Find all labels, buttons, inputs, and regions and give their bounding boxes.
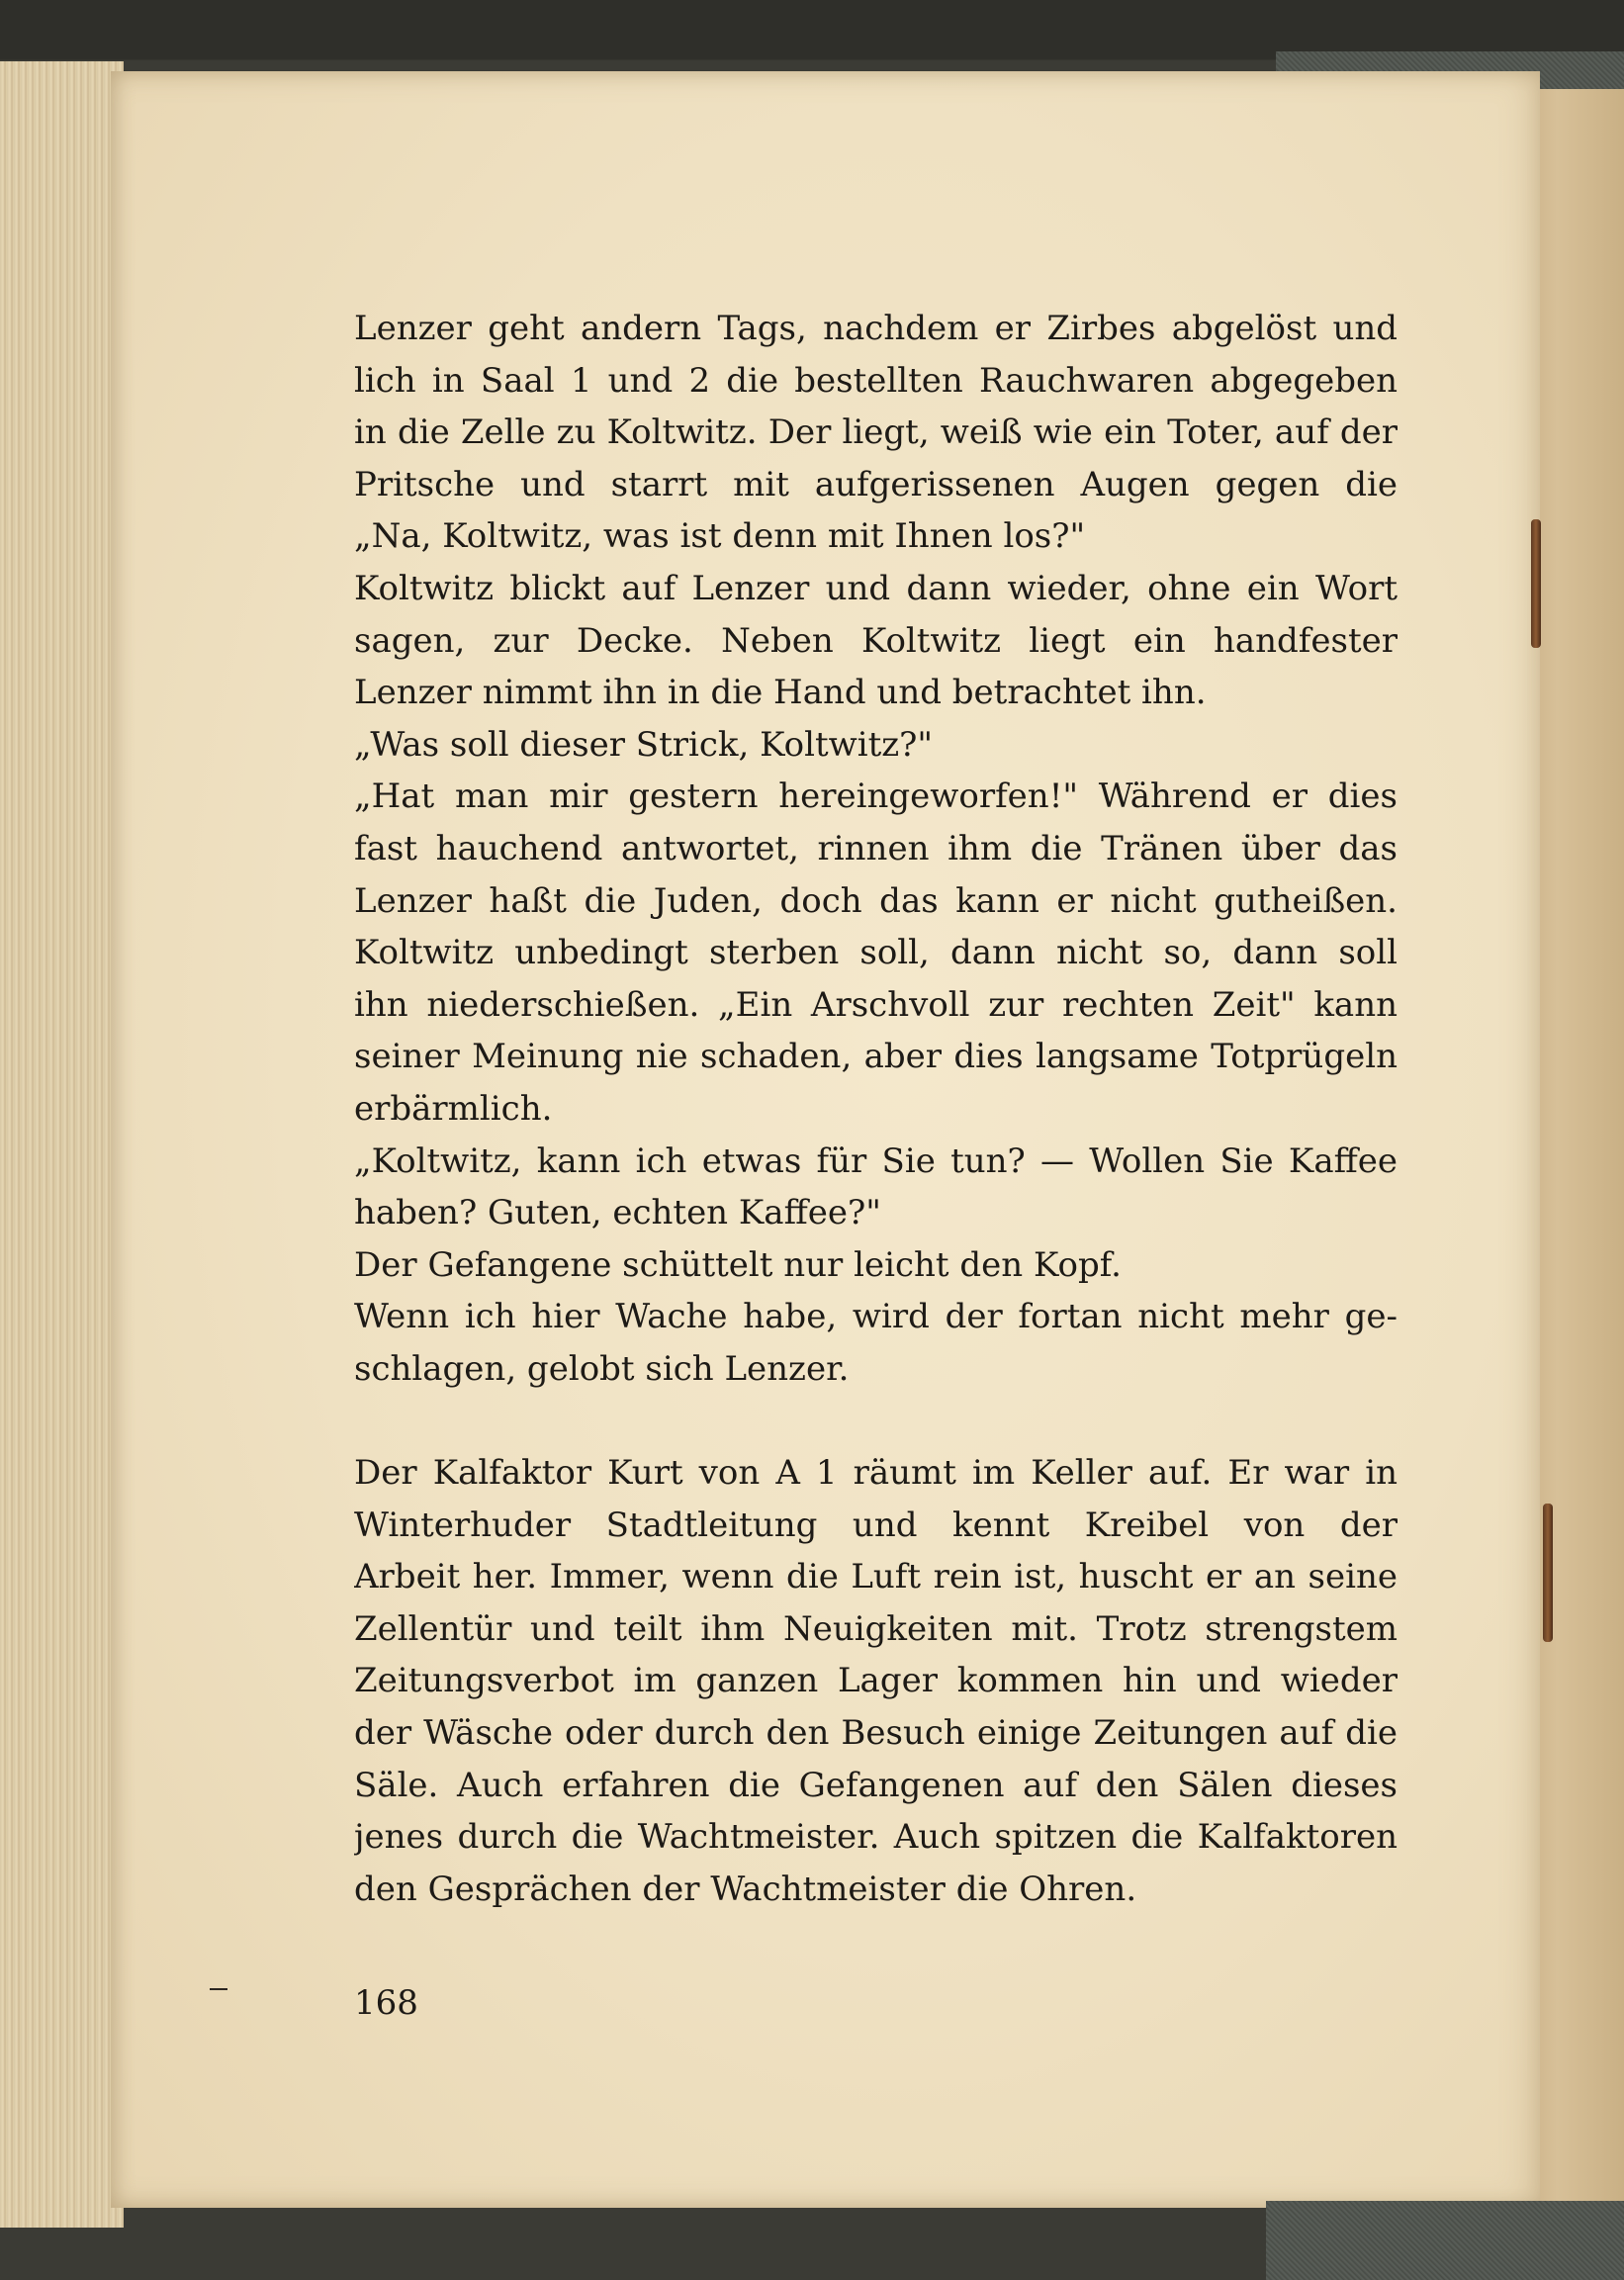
text-line: haben? Guten, echten Kaffee?": [354, 1193, 881, 1233]
text-line: erbärmlich.: [354, 1088, 553, 1129]
page-number: 168: [354, 1983, 418, 2023]
binding-clip-bottom: [1543, 1504, 1553, 1642]
text-line: Koltwitz blickt auf Lenzer und dann wieder, ohne ein Wort: [354, 568, 1398, 608]
binding-clip-top: [1531, 519, 1541, 648]
text-line: Säle. Auch erfahren die Gefangenen auf den Sälen dieses: [354, 1765, 1398, 1805]
book-cover-edge: [1528, 89, 1624, 2216]
text-line: „Was soll dieser Strick, Koltwitz?": [354, 724, 934, 765]
page-edges: [0, 61, 124, 2228]
text-line: schlagen, gelobt sich Lenzer.: [354, 1348, 850, 1389]
text-line: Der Kalfaktor Kurt von A 1 räumt im Keller auf. Er war in: [354, 1453, 1398, 1494]
paragraph-gap: [354, 1395, 1398, 1447]
text-line: Winterhuder Stadtleitung und kennt Kreibel von der: [354, 1505, 1398, 1545]
text-line: Koltwitz unbedingt sterben soll, dann nicht so, dann soll: [354, 933, 1398, 973]
text-line: Lenzer haßt die Juden, doch das kann er nicht gutheißen.: [354, 880, 1398, 921]
binding-cloth-bottom: [1266, 2201, 1624, 2280]
text-line: fast hauchend antwortet, rinnen ihm die Tränen über das: [354, 828, 1398, 868]
text-line: Arbeit her. Immer, wenn die Luft rein ist, huscht er an seine: [354, 1557, 1398, 1597]
text-line: lich in Saal 1 und 2 die bestellten Rauchwaren abgegeben: [354, 360, 1398, 401]
text-line: den Gesprächen der Wachtmeister die Ohren.: [354, 1869, 1137, 1909]
text-line: seiner Meinung nie schaden, aber dies langsame Totprügeln: [354, 1037, 1398, 1077]
text-line: Wenn ich hier Wache habe, wird der fortan nicht mehr ge-: [354, 1297, 1398, 1337]
text-line: Lenzer geht andern Tags, nachdem er Zirbes abgelöst und: [354, 309, 1398, 348]
text-line: sagen, zur Decke. Neben Koltwitz liegt ein handfester: [354, 620, 1398, 661]
text-line: in die Zelle zu Koltwitz. Der liegt, weiß wie ein Toter, auf der: [354, 412, 1398, 453]
body-text: [354, 303, 1398, 1915]
text-line: „Hat man mir gestern hereingeworfen!" Während er dies: [354, 776, 1398, 817]
text-line: der Wäsche oder durch den Besuch einige Zeitungen auf die: [354, 1713, 1398, 1754]
text-line: Pritsche und starrt mit aufgerissenen Augen gegen die: [354, 464, 1398, 504]
margin-mark: [210, 1988, 227, 1990]
text-line: Lenzer nimmt ihn in die Hand und betrachtet ihn.: [354, 673, 1207, 713]
text-line: Zeitungsverbot im ganzen Lager kommen hin und wieder: [354, 1661, 1398, 1701]
text-line: Der Gefangene schüttelt nur leicht den Kopf.: [354, 1244, 1122, 1285]
text-line: Zellentür und teilt ihm Neuigkeiten mit. Trotz strengstem: [354, 1608, 1398, 1649]
text-line: „Koltwitz, kann ich etwas für Sie tun? — Wollen Sie Kaffee: [354, 1140, 1398, 1181]
text-line: ihn niederschießen. „Ein Arschvoll zur rechten Zeit" kann: [354, 984, 1398, 1025]
text-line: jenes durch die Wachtmeister. Auch spitzen die Kalfaktoren: [354, 1817, 1398, 1858]
text-line: „Na, Koltwitz, was ist denn mit Ihnen los?": [354, 516, 1086, 557]
